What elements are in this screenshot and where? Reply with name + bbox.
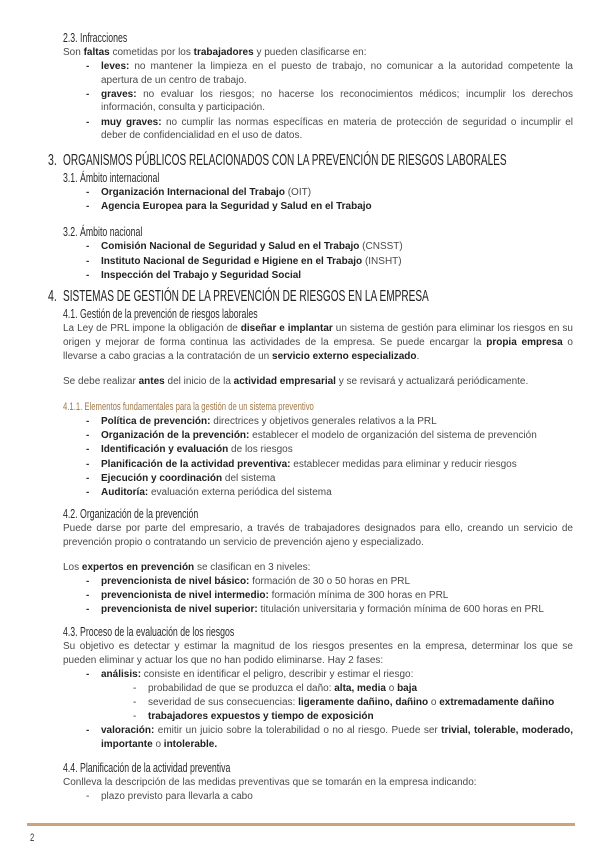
text: (INSHT) (362, 255, 402, 267)
bold-text: Agencia Europea para la Seguridad y Salud en el Trabajo (101, 201, 372, 213)
section-heading: 3.1. Ámbito internacional (63, 171, 160, 185)
paragraph (63, 561, 573, 575)
bold-text: faltas (83, 47, 110, 58)
bold-text: prevencionista de nivel superior: (101, 604, 258, 616)
text: un sistema de gestión para eliminar los riesgos en su origen y mejorar de forma continua las actividades de la empresa. Se puede encargar la (63, 323, 573, 348)
list-item (101, 668, 573, 724)
list-item (148, 710, 573, 724)
text: Los (63, 562, 82, 573)
bullet-list (63, 668, 573, 751)
list-item (148, 682, 573, 696)
bold-text: leves: (101, 61, 130, 72)
section-4-2 (63, 507, 573, 618)
text: probabilidad de que se produzca el daño: (148, 682, 335, 694)
paragraph (63, 522, 573, 550)
text: Conlleva la descripción de las medidas preventivas que se tomarán en la empresa indicando: (63, 777, 477, 788)
bold-text: Instituto Nacional de Seguridad e Higiene en el Trabajo (101, 255, 363, 267)
bold-text: trivial, tolerable, moderado, importante (101, 725, 573, 750)
bold-text: Inspección del Trabajo y Seguridad Social (101, 269, 302, 281)
paragraph (63, 776, 573, 790)
text: de los riesgos (228, 444, 293, 456)
bullet-list (63, 415, 573, 500)
text: La Ley de PRL impone la obligación de (63, 323, 241, 334)
chapter-heading: SISTEMAS DE GESTIÓN DE LA PREVENCIÓN DE RIESGOS EN LA EMPRESA (63, 288, 429, 305)
list-item (101, 60, 573, 87)
list-item (101, 589, 573, 603)
bold-text: Ejecución y coordinación (101, 472, 223, 484)
section-4-4 (63, 761, 573, 804)
bold-text: graves: (101, 88, 137, 100)
bold-text: prevencionista de nivel intermedio: (101, 590, 269, 602)
text: Se debe realizar (63, 376, 139, 387)
list-item (101, 724, 573, 751)
bold-text: Organización Internacional del Trabajo (101, 187, 285, 198)
list-item (101, 240, 573, 254)
text: Son (63, 47, 84, 58)
text: formación de 30 o 50 horas en PRL (249, 576, 411, 587)
list-item (101, 200, 573, 214)
list-item (101, 486, 573, 500)
bold-text: muy graves: (101, 116, 162, 128)
text: . (416, 351, 420, 362)
text: (OIT) (284, 187, 312, 198)
text: severidad de sus consecuencias: (148, 696, 299, 708)
text: plazo previsto para llevarla a cabo (101, 791, 253, 802)
list-item (101, 88, 573, 115)
text: evaluación externa periódica del sistema (148, 486, 332, 498)
bold-text: Política de prevención: (101, 416, 211, 427)
bullet-list (63, 240, 573, 282)
text: (CNSST) (359, 241, 403, 253)
chapter-number: 4. (48, 288, 57, 305)
subsection-heading: 4.1.1. Elementos fundamentales para la gestión de un sistema preventivo (63, 401, 314, 413)
text: y pueden clasificarse en: (253, 47, 367, 58)
text: no mantener la limpieza en el puesto de trabajo, no comunicar a la autoridad competente la apertura de un centro de trabajo. (101, 61, 573, 86)
chapter-number: 3. (48, 152, 57, 169)
bold-text: Planificación de la actividad preventiva: (101, 458, 291, 470)
list-item (101, 415, 573, 429)
chapter-heading: ORGANISMOS PÚBLICOS RELACIONADOS CON LA PREVENCIÓN DE RIESGOS LABORALES (63, 152, 507, 169)
section-heading: 3.2. Ámbito nacional (63, 225, 143, 240)
section-heading: 2.3. Infracciones (63, 31, 128, 45)
paragraph (63, 640, 573, 668)
bold-text: trabajadores (193, 47, 254, 58)
list-item (101, 269, 573, 283)
section-4-3 (63, 625, 573, 752)
bold-text: baja (397, 682, 418, 694)
bold-text: actividad empresarial (233, 376, 336, 387)
bold-text: antes (138, 376, 165, 387)
bold-text: expertos en prevención (81, 562, 195, 573)
bold-text: diseñar e implantar (240, 323, 333, 334)
bullet-list (63, 60, 573, 143)
text: Puede darse por parte del empresario, a través de trabajadores designados para ello, creando un servicio de prevención propio o contratando un servicio de prevención ajeno y especializado. (63, 523, 573, 548)
paragraph (63, 322, 573, 364)
text: cometidas por los (109, 47, 194, 58)
page-number: 2 (30, 832, 35, 844)
list-item (148, 696, 573, 710)
bullet-list (63, 186, 573, 214)
text: o (152, 738, 164, 750)
section-heading: 4.3. Proceso de la evaluación de los riesgos (63, 625, 235, 639)
list-item (101, 186, 573, 200)
text: directrices y objetivos generales relativos a la PRL (210, 416, 437, 427)
text: o llevarse a cabo gracias a la contratación de un (63, 337, 573, 362)
text: del inicio de la (164, 376, 234, 387)
list-item (101, 443, 573, 457)
section-3 (48, 151, 573, 283)
bullet-list (63, 790, 573, 804)
section-heading: 4.4. Planificación de la actividad preventiva (63, 761, 231, 775)
text: no evaluar los riesgos; no hacerse los reconocimientos médicos; incumplir los derechos información, consulta y participación. (101, 88, 573, 114)
list-item (101, 458, 573, 472)
bullet-list (63, 575, 573, 617)
section-2-3 (63, 31, 573, 143)
list-item (101, 472, 573, 486)
bold-text: prevencionista de nivel básico: (101, 576, 250, 587)
text: y se revisará y actualizará periódicamente. (335, 376, 529, 387)
bold-text: extremadamente dañino (439, 696, 555, 708)
text: consiste en identificar el peligro, describir y estimar el riesgo: (141, 669, 414, 680)
bold-text: servicio externo especializado (272, 351, 417, 362)
sub-list (101, 682, 573, 724)
footer-rule (27, 823, 575, 826)
list-item (101, 429, 573, 443)
paragraph (63, 375, 573, 389)
text: titulación universitaria y formación mínima de 600 horas en PRL (257, 604, 544, 616)
list-item (101, 116, 573, 143)
text: Su objetivo es detectar y estimar la magnitud de los riesgos presentes en la empresa, determinar los que se pueden eliminar y actuar los que no han podido eliminarse. Hay 2 fases: (63, 641, 573, 666)
text: establecer medidas para eliminar y reducir riesgos (290, 458, 517, 470)
text: establecer el modelo de organización del sistema de prevención (249, 430, 537, 442)
text: se clasifican en 3 niveles: (194, 562, 311, 573)
section-4 (48, 287, 573, 500)
list-item (101, 575, 573, 589)
bold-text: ligeramente dañino, dañino (298, 696, 429, 708)
bold-text: propia empresa (486, 337, 563, 348)
list-item (101, 790, 573, 804)
bold-text: intolerable. (163, 738, 218, 750)
bold-text: Organización de la prevención: (101, 430, 250, 442)
section-heading: 4.1. Gestión de la prevención de riesgos laborales (63, 307, 258, 321)
bold-text: valoración: (101, 725, 155, 737)
bold-text: Identificación y evaluación (101, 444, 229, 456)
text: no cumplir las normas específicas en materia de protección de seguridad o incumplir el deber de confidencialidad en el uso de datos. (101, 116, 573, 142)
paragraph (63, 46, 573, 60)
text: del sistema (222, 472, 276, 484)
section-heading: 4.2. Organización de la prevención (63, 507, 199, 521)
bold-text: trabajadores expuestos y tiempo de exposición (148, 710, 374, 722)
text: formación mínima de 300 horas en PRL (268, 590, 449, 602)
text: o (428, 696, 440, 708)
bold-text: alta, media (334, 682, 386, 694)
bold-text: Comisión Nacional de Seguridad y Salud en el Trabajo (101, 241, 360, 253)
list-item (101, 255, 573, 269)
text: o (385, 682, 398, 694)
bold-text: análisis: (101, 669, 142, 680)
bold-text: Auditoría: (101, 486, 149, 498)
list-item (101, 603, 573, 617)
text: emitir un juicio sobre la tolerabilidad o no al riesgo. Puede ser (154, 725, 442, 737)
